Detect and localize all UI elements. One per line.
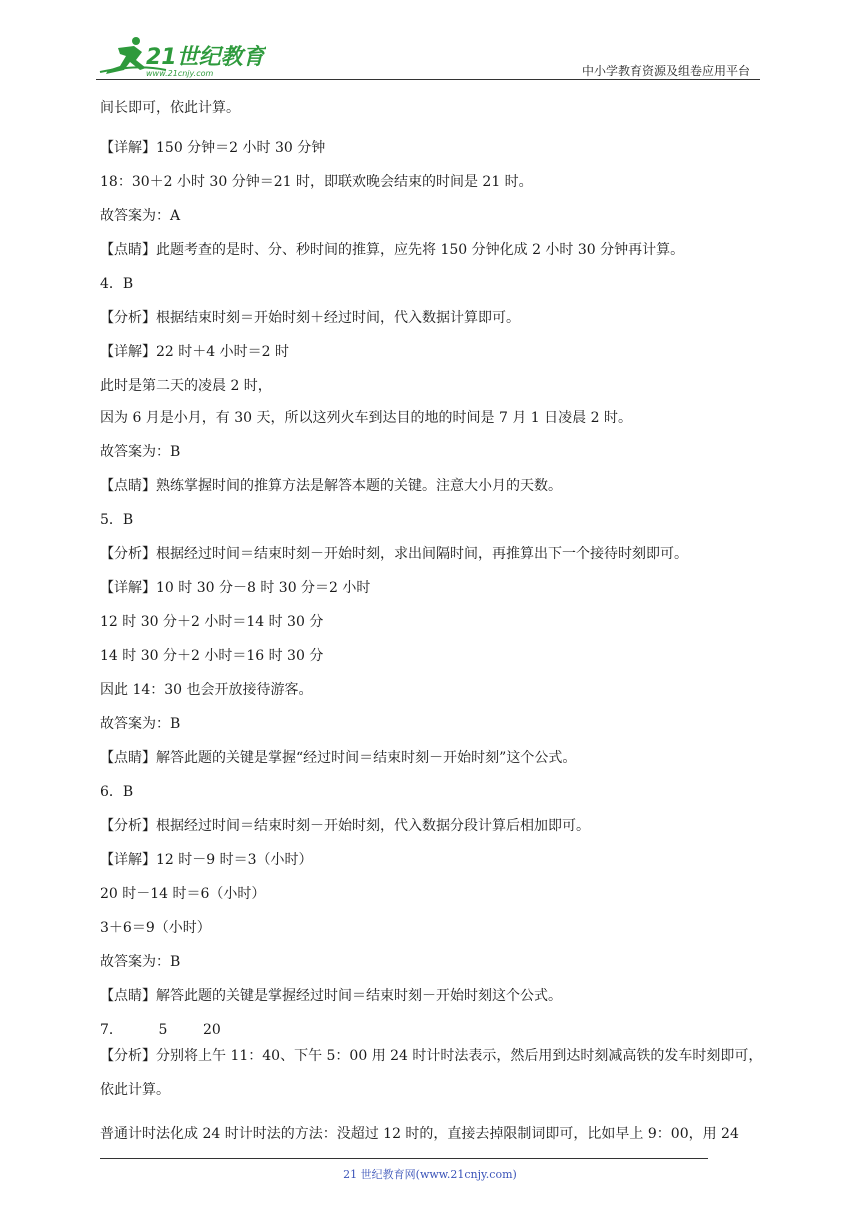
text-line: 3＋6＝9（小时） [100,920,211,936]
text-line: 因为 6 月是小月，有 30 天，所以这列火车到达目的地的时间是 7 月 1 日凌晨 2 时。 [100,410,632,426]
text-line: 18：30＋2 小时 30 分钟＝21 时，即联欢晚会结束的时间是 21 时。 [100,174,533,190]
logo [96,34,266,80]
question-number: 6．B [100,784,134,800]
page-footer: 21 世纪教育网(www.21cnjy.com) [343,1168,517,1181]
text-line: 间长即可，依此计算。 [100,100,240,116]
logo-text: 21世纪教育 [146,45,265,70]
text-line: 【分析】根据经过时间＝结束时刻－开始时刻，代入数据分段计算后相加即可。 [100,818,590,834]
text-line: 【点睛】熟练掌握时间的推算方法是解答本题的关键。注意大小月的天数。 [100,478,562,494]
text-line: 【详解】150 分钟＝2 小时 30 分钟 [100,140,326,156]
text-line: 故答案为：B [100,444,181,460]
text-line: 12 时 30 分＋2 小时＝14 时 30 分 [100,614,324,630]
header-divider [96,79,760,80]
text-line: 【点睛】解答此题的关键是掌握经过时间＝结束时刻－开始时刻这个公式。 [100,988,562,1004]
page-header [96,34,758,80]
text-line: 【点睛】解答此题的关键是掌握“经过时间＝结束时刻－开始时刻”这个公式。 [100,750,577,766]
question-number: 7． 5 20 [100,1022,221,1038]
text-paragraph: 【分析】分别将上午 11：40、下午 5：00 用 24 时计时法表示，然后用到达时刻减高铁的发车时刻即可，依此计算。 [100,1048,763,1098]
text-line: 20 时－14 时＝6（小时） [100,886,266,902]
text-line: 故答案为：A [100,208,181,224]
text-line: 此时是第二天的凌晨 2 时， [100,378,272,394]
footer-divider [100,1158,708,1159]
text-line: 因此 14：30 也会开放接待游客。 [100,682,313,698]
header-platform-title: 中小学教育资源及组卷应用平台 [581,64,750,78]
text-line: 故答案为：B [100,716,181,732]
text-line: 【分析】根据经过时间＝结束时刻－开始时刻，求出间隔时间，再推算出下一个接待时刻即可。 [100,546,688,562]
text-line: 故答案为：B [100,954,181,970]
text-line: 【点睛】此题考查的是时、分、秒时间的推算，应先将 150 分钟化成 2 小时 30 分钟再计算。 [100,242,685,258]
text-line: 【详解】22 时＋4 小时＝2 时 [100,344,289,360]
logo-url: www.21cnjy.com [146,69,214,78]
question-number: 5．B [100,512,134,528]
text-line: 【详解】10 时 30 分－8 时 30 分＝2 小时 [100,580,371,596]
text-line: 【详解】12 时－9 时＝3（小时） [100,852,313,868]
text-line: 【分析】根据结束时刻＝开始时刻＋经过时间，代入数据计算即可。 [100,310,520,326]
question-number: 4．B [100,276,134,292]
text-line: 14 时 30 分＋2 小时＝16 时 30 分 [100,648,324,664]
text-line: 普通计时法化成 24 时计时法的方法：没超过 12 时的，直接去掉限制词即可，比如早上 9：00，用 24 [100,1126,739,1142]
logo-graphic [96,34,266,80]
